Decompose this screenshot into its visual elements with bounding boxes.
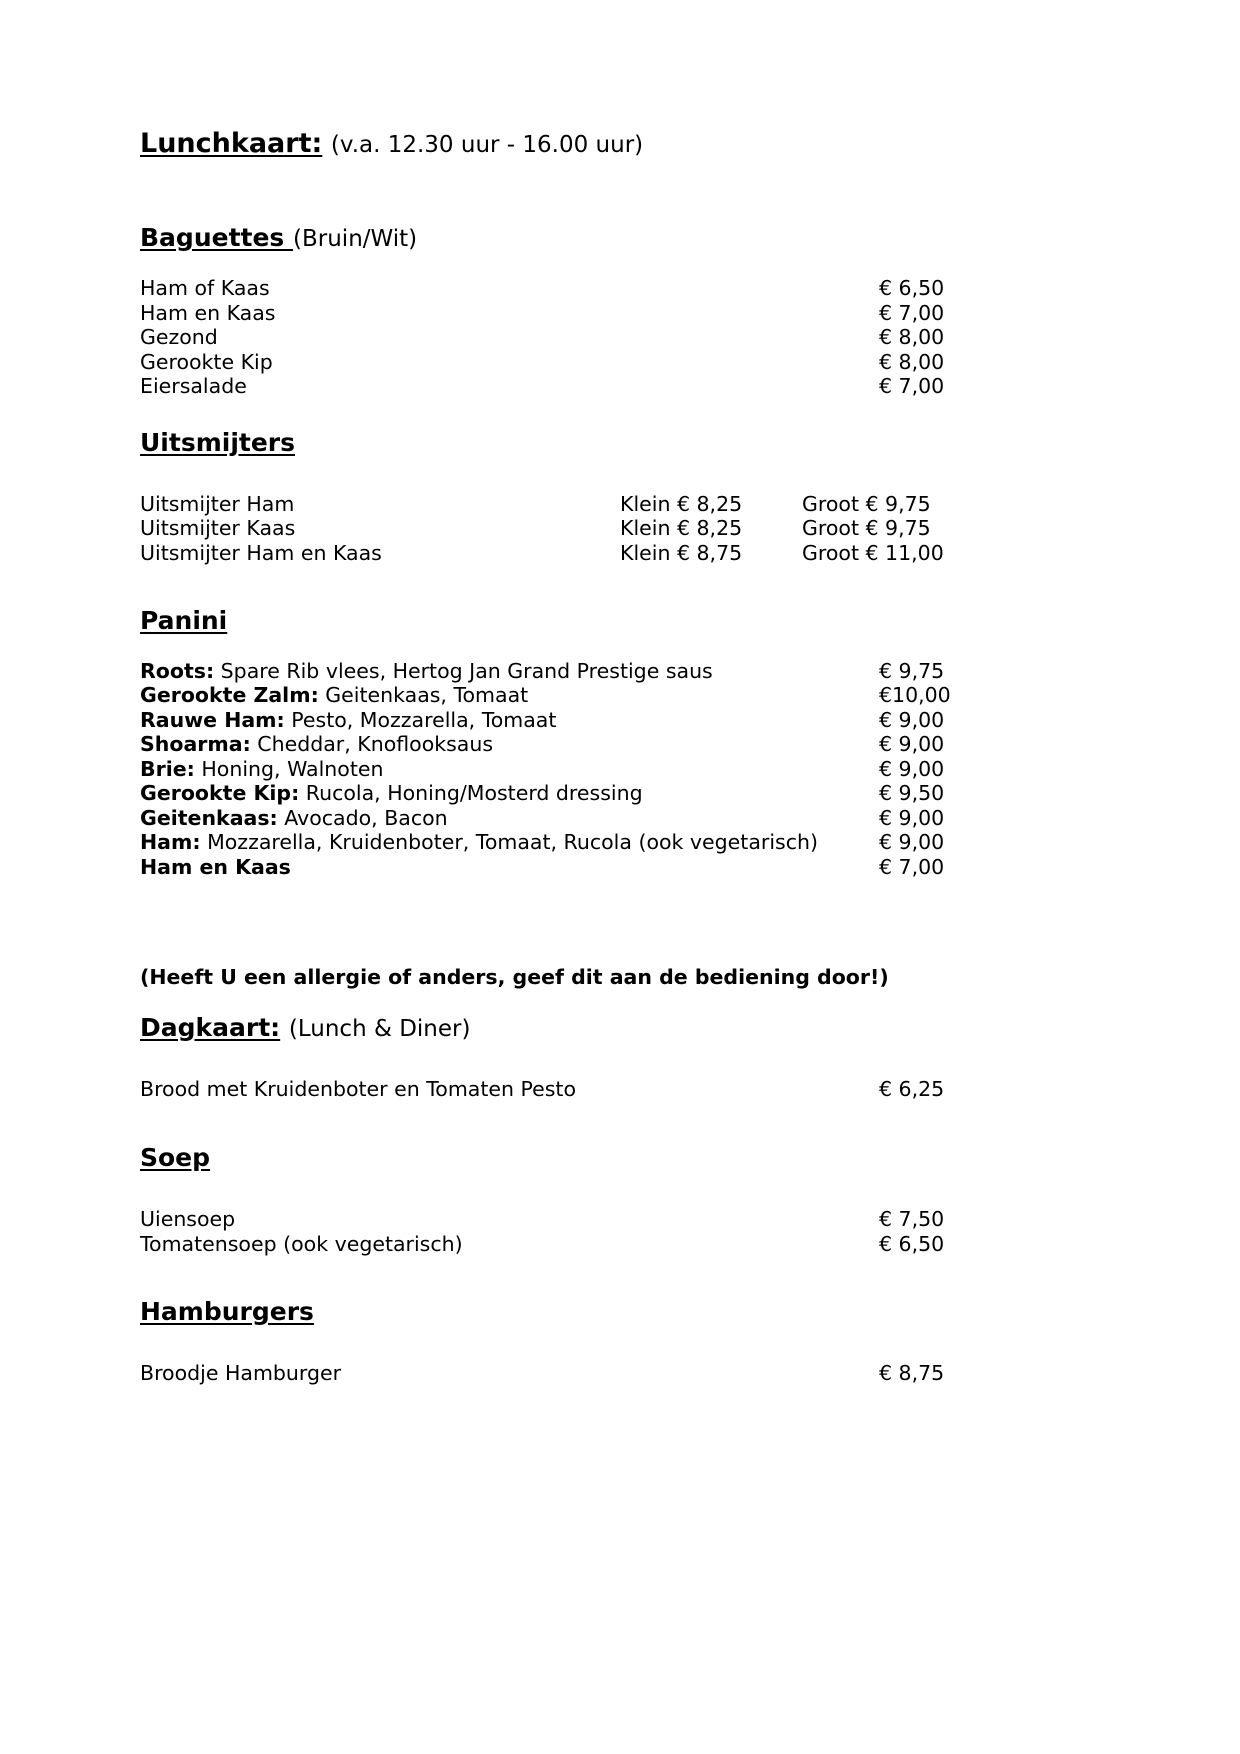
section-heading-hamburgers-label: Hamburgers	[140, 1297, 314, 1327]
page-title-main: Lunchkaart:	[140, 128, 323, 159]
item-price: € 7,00	[879, 374, 945, 399]
section-heading-soep	[140, 1142, 1100, 1173]
page-title	[140, 128, 1100, 160]
item-price-klein: Klein € 8,25	[620, 516, 743, 541]
list-item	[140, 1207, 975, 1232]
item-name: Uiensoep	[140, 1207, 236, 1232]
list-item	[140, 541, 975, 566]
item-description: Mozzarella, Kruidenboter, Tomaat, Rucola (ook vegetarisch)	[200, 830, 818, 855]
item-name-lead: Gerookte Zalm:	[140, 683, 319, 708]
list-item	[140, 806, 975, 831]
item-name: Broodje Hamburger	[140, 1361, 342, 1386]
item-name-lead: Geitenkaas:	[140, 805, 278, 830]
section-heading-dagkaart-label: Dagkaart:	[140, 1012, 281, 1042]
item-price-groot: Groot € 9,75	[802, 516, 931, 541]
item-name: Uitsmijter Ham	[140, 491, 295, 516]
section-heading-baguettes	[140, 222, 1100, 254]
list-item	[140, 855, 975, 880]
item-name-lead: Rauwe Ham:	[140, 707, 285, 732]
section-heading-dagkaart	[140, 1012, 1100, 1044]
item-name-lead: Roots:	[140, 658, 215, 683]
item-name	[140, 683, 528, 708]
list-item	[140, 350, 975, 375]
item-description: Geitenkaas, Tomaat	[318, 683, 529, 708]
list-item	[140, 683, 975, 708]
section-heading-soep-label: Soep	[140, 1142, 211, 1172]
item-name-lead: Ham en Kaas	[140, 854, 291, 879]
item-name	[140, 708, 556, 733]
item-price: € 9,00	[879, 732, 945, 757]
item-name: Gezond	[140, 325, 218, 350]
list-item	[140, 830, 975, 855]
item-price: € 9,00	[879, 830, 945, 855]
list-item	[140, 1361, 975, 1386]
uitsmijters-list	[140, 492, 975, 566]
list-item	[140, 492, 975, 517]
panini-list	[140, 659, 975, 880]
page-title-hours: (v.a. 12.30 uur - 16.00 uur)	[330, 132, 644, 158]
section-heading-baguettes-label: Baguettes	[140, 223, 294, 253]
item-name-lead: Brie:	[140, 756, 195, 781]
item-price: € 9,00	[879, 805, 945, 830]
dagkaart-list	[140, 1077, 975, 1102]
item-price: € 7,50	[879, 1207, 945, 1232]
soep-list	[140, 1207, 975, 1256]
item-name	[140, 855, 291, 880]
item-name: Uitsmijter Kaas	[140, 516, 296, 541]
item-name-lead: Gerookte Kip:	[140, 781, 300, 806]
section-heading-panini-label: Panini	[140, 606, 228, 636]
item-name: Eiersalade	[140, 374, 247, 399]
item-price: €10,00	[879, 683, 951, 708]
item-name: Brood met Kruidenboter en Tomaten Pesto	[140, 1077, 577, 1102]
list-item	[140, 757, 975, 782]
list-item	[140, 516, 975, 541]
item-name: Gerookte Kip	[140, 349, 273, 374]
item-price-groot: Groot € 11,00	[802, 540, 944, 565]
item-price: € 8,00	[879, 349, 945, 374]
baguettes-list	[140, 276, 975, 399]
item-name-lead: Ham:	[140, 830, 201, 855]
item-name	[140, 806, 448, 831]
item-name: Uitsmijter Ham en Kaas	[140, 540, 382, 565]
item-description: Pesto, Mozzarella, Tomaat	[284, 707, 557, 732]
item-price: € 9,50	[879, 781, 945, 806]
item-price: € 8,00	[879, 325, 945, 350]
list-item	[140, 708, 975, 733]
hamburgers-list	[140, 1361, 975, 1386]
list-item	[140, 1232, 975, 1257]
section-heading-dagkaart-note: (Lunch & Diner)	[288, 1015, 471, 1042]
item-name	[140, 781, 643, 806]
item-description: Honing, Walnoten	[194, 756, 384, 781]
list-item	[140, 325, 975, 350]
item-price: € 7,00	[879, 300, 945, 325]
item-name	[140, 732, 493, 757]
item-name: Ham of Kaas	[140, 276, 270, 301]
item-price: € 9,75	[879, 658, 945, 683]
item-description: Avocado, Bacon	[277, 805, 448, 830]
item-name-lead: Shoarma:	[140, 732, 251, 757]
item-price: € 7,00	[879, 854, 945, 879]
item-name	[140, 757, 383, 782]
item-price: € 9,00	[879, 756, 945, 781]
list-item	[140, 732, 975, 757]
section-heading-baguettes-note: (Bruin/Wit)	[293, 226, 418, 253]
item-price-klein: Klein € 8,25	[620, 491, 743, 516]
item-price: € 6,50	[879, 276, 945, 301]
allergy-notice: (Heeft U een allergie of anders, geef dit aan de bediening door!)	[140, 965, 889, 990]
section-heading-uitsmijters	[140, 427, 1100, 458]
list-item	[140, 301, 975, 326]
item-price: € 6,50	[879, 1231, 945, 1256]
item-price-klein: Klein € 8,75	[620, 540, 743, 565]
item-price: € 9,00	[879, 707, 945, 732]
list-item	[140, 781, 975, 806]
section-heading-hamburgers	[140, 1296, 1100, 1327]
list-item	[140, 1077, 975, 1102]
item-name	[140, 830, 818, 855]
list-item	[140, 374, 975, 399]
item-name: Tomatensoep (ook vegetarisch)	[140, 1231, 463, 1256]
item-price-groot: Groot € 9,75	[802, 491, 931, 516]
item-description: Rucola, Honing/Mosterd dressing	[299, 781, 643, 806]
item-description: Cheddar, Knoflooksaus	[250, 732, 494, 757]
section-heading-uitsmijters-label: Uitsmijters	[140, 427, 296, 457]
list-item	[140, 659, 975, 684]
section-heading-panini	[140, 605, 1100, 636]
item-name: Ham en Kaas	[140, 300, 276, 325]
item-price: € 6,25	[879, 1077, 945, 1102]
item-price: € 8,75	[879, 1361, 945, 1386]
item-description: Spare Rib vlees, Hertog Jan Grand Prestige saus	[214, 658, 713, 683]
item-name	[140, 659, 713, 684]
list-item	[140, 276, 975, 301]
